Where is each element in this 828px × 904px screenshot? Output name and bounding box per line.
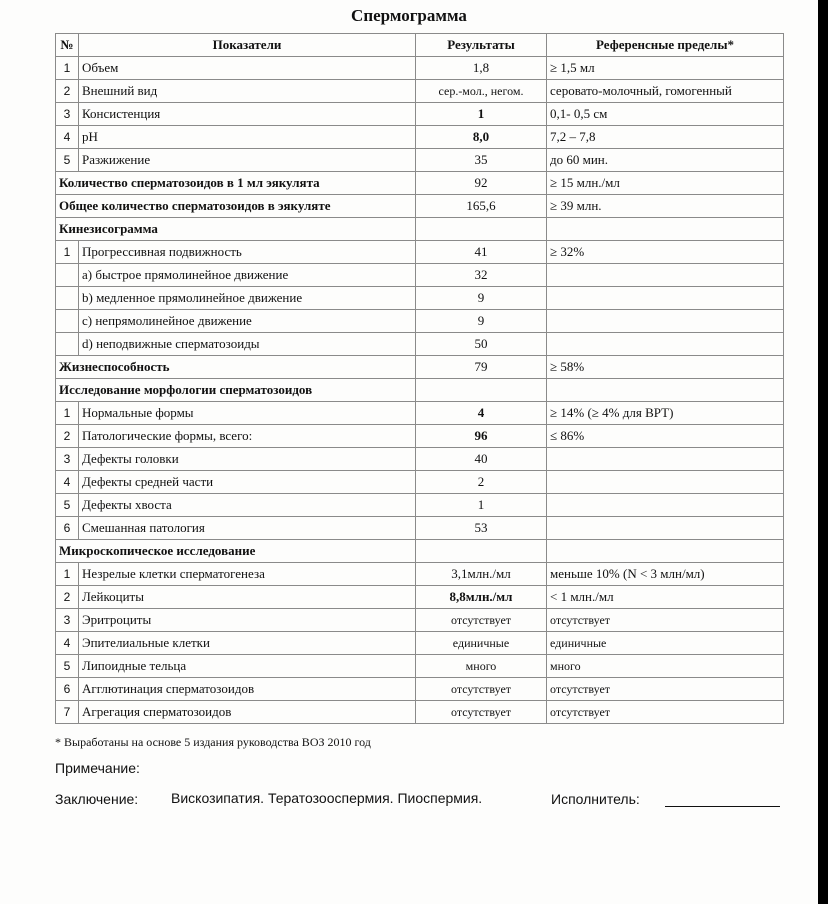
row-result: 92 bbox=[416, 172, 547, 195]
row-name: Разжижение bbox=[79, 149, 416, 172]
section-row bbox=[56, 379, 784, 402]
row-reference: 7,2 – 7,8 bbox=[547, 126, 784, 149]
row-reference: < 1 млн./мл bbox=[547, 586, 784, 609]
section-row bbox=[56, 218, 784, 241]
row-reference: ≥ 58% bbox=[547, 356, 784, 379]
row-result: 2 bbox=[416, 471, 547, 494]
table-row bbox=[56, 632, 784, 655]
section-title-kinesis: Кинезисограмма bbox=[56, 218, 416, 241]
row-name: d) неподвижные сперматозоиды bbox=[79, 333, 416, 356]
row-reference: ≤ 86% bbox=[547, 425, 784, 448]
row-no bbox=[56, 310, 79, 333]
row-name: b) медленное прямолинейное движение bbox=[79, 287, 416, 310]
row-result: 1 bbox=[416, 494, 547, 517]
document-title: Спермограмма bbox=[351, 6, 467, 25]
row-result: единичные bbox=[416, 632, 547, 655]
row-no: 7 bbox=[56, 701, 79, 724]
row-name: Смешанная патология bbox=[79, 517, 416, 540]
header-reference: Референсные пределы* bbox=[547, 34, 784, 57]
table-row bbox=[56, 471, 784, 494]
footnote: * Выработаны на основе 5 издания руководства ВОЗ 2010 год bbox=[55, 735, 371, 749]
conclusion-label: Заключение: bbox=[55, 791, 139, 807]
table-row bbox=[56, 448, 784, 471]
row-name: Прогрессивная подвижность bbox=[79, 241, 416, 264]
row-result: 40 bbox=[416, 448, 547, 471]
row-name: Нормальные формы bbox=[79, 402, 416, 425]
row-no: 2 bbox=[56, 80, 79, 103]
table-row bbox=[56, 655, 784, 678]
row-name: Лейкоциты bbox=[79, 586, 416, 609]
row-result bbox=[416, 218, 547, 241]
row-reference: много bbox=[547, 655, 784, 678]
table-header-row bbox=[56, 34, 784, 57]
row-reference: до 60 мин. bbox=[547, 149, 784, 172]
executor-label: Исполнитель: bbox=[551, 791, 640, 807]
header-result: Результаты bbox=[416, 34, 547, 57]
row-result: 9 bbox=[416, 310, 547, 333]
row-result: отсутствует bbox=[416, 701, 547, 724]
table-row bbox=[56, 402, 784, 425]
row-result: 8,8млн./мл bbox=[416, 586, 547, 609]
row-reference bbox=[547, 517, 784, 540]
row-no: 1 bbox=[56, 402, 79, 425]
row-name: Агглютинация сперматозоидов bbox=[79, 678, 416, 701]
row-name: pH bbox=[79, 126, 416, 149]
signature-line bbox=[665, 806, 780, 807]
section-title-microscopy: Микроскопическое исследование bbox=[56, 540, 416, 563]
screen-edge bbox=[818, 0, 828, 904]
row-reference bbox=[547, 494, 784, 517]
row-reference bbox=[547, 310, 784, 333]
row-reference: меньше 10% (N < 3 млн/мл) bbox=[547, 563, 784, 586]
table-row bbox=[56, 287, 784, 310]
row-result: 4 bbox=[416, 402, 547, 425]
table-row bbox=[56, 126, 784, 149]
row-reference bbox=[547, 379, 784, 402]
table-row bbox=[56, 517, 784, 540]
row-reference: ≥ 32% bbox=[547, 241, 784, 264]
row-name: с) непрямолинейное движение bbox=[79, 310, 416, 333]
row-reference: отсутствует bbox=[547, 701, 784, 724]
row-result bbox=[416, 540, 547, 563]
row-name: Дефекты хвоста bbox=[79, 494, 416, 517]
row-no: 4 bbox=[56, 126, 79, 149]
row-reference: ≥ 15 млн./мл bbox=[547, 172, 784, 195]
header-no: № bbox=[56, 34, 79, 57]
row-no: 6 bbox=[56, 517, 79, 540]
row-result: 41 bbox=[416, 241, 547, 264]
row-no: 3 bbox=[56, 103, 79, 126]
row-no: 2 bbox=[56, 425, 79, 448]
row-no: 1 bbox=[56, 57, 79, 80]
row-reference bbox=[547, 287, 784, 310]
row-no: 4 bbox=[56, 471, 79, 494]
row-result: 1,8 bbox=[416, 57, 547, 80]
row-result: 50 bbox=[416, 333, 547, 356]
row-name: Консистенция bbox=[79, 103, 416, 126]
row-result: 3,1млн./мл bbox=[416, 563, 547, 586]
row-result: 1 bbox=[416, 103, 547, 126]
row-result: много bbox=[416, 655, 547, 678]
section-row bbox=[56, 540, 784, 563]
table-row bbox=[56, 80, 784, 103]
row-name: Незрелые клетки сперматогенеза bbox=[79, 563, 416, 586]
table-row bbox=[56, 241, 784, 264]
row-result: отсутствует bbox=[416, 678, 547, 701]
results-table bbox=[55, 33, 784, 724]
row-reference: серовато-молочный, гомогенный bbox=[547, 80, 784, 103]
row-no bbox=[56, 333, 79, 356]
table-row bbox=[56, 586, 784, 609]
note-label: Примечание: bbox=[55, 760, 140, 776]
table-row bbox=[56, 609, 784, 632]
row-reference: ≥ 14% (≥ 4% для ВРТ) bbox=[547, 402, 784, 425]
table-row bbox=[56, 356, 784, 379]
row-reference: отсутствует bbox=[547, 609, 784, 632]
row-name: Эритроциты bbox=[79, 609, 416, 632]
row-name: Внешний вид bbox=[79, 80, 416, 103]
row-reference bbox=[547, 333, 784, 356]
row-name: Объем bbox=[79, 57, 416, 80]
row-no bbox=[56, 287, 79, 310]
row-no: 5 bbox=[56, 149, 79, 172]
row-reference bbox=[547, 264, 784, 287]
table-row bbox=[56, 264, 784, 287]
row-no: 4 bbox=[56, 632, 79, 655]
row-name: Эпителиальные клетки bbox=[79, 632, 416, 655]
row-result: отсутствует bbox=[416, 609, 547, 632]
row-result: 9 bbox=[416, 287, 547, 310]
row-reference: ≥ 1,5 мл bbox=[547, 57, 784, 80]
row-result: 79 bbox=[416, 356, 547, 379]
header-name: Показатели bbox=[79, 34, 416, 57]
table-row bbox=[56, 57, 784, 80]
row-reference bbox=[547, 540, 784, 563]
table-row bbox=[56, 149, 784, 172]
row-result: 35 bbox=[416, 149, 547, 172]
row-no bbox=[56, 264, 79, 287]
table-row bbox=[56, 425, 784, 448]
row-no: 3 bbox=[56, 609, 79, 632]
row-reference bbox=[547, 218, 784, 241]
row-reference bbox=[547, 471, 784, 494]
row-result: 165,6 bbox=[416, 195, 547, 218]
row-name: Количество сперматозоидов в 1 мл эякулята bbox=[56, 172, 416, 195]
row-result bbox=[416, 379, 547, 402]
row-name: Патологические формы, всего: bbox=[79, 425, 416, 448]
row-reference: 0,1- 0,5 см bbox=[547, 103, 784, 126]
row-name: Липоидные тельца bbox=[79, 655, 416, 678]
row-name: Дефекты головки bbox=[79, 448, 416, 471]
conclusion-text: Вискозипатия. Тератозооспермия. Пиоспермия. bbox=[171, 790, 483, 806]
row-no: 1 bbox=[56, 241, 79, 264]
row-name: Агрегация сперматозоидов bbox=[79, 701, 416, 724]
row-result: 32 bbox=[416, 264, 547, 287]
table-row bbox=[56, 563, 784, 586]
table-row bbox=[56, 678, 784, 701]
table-row bbox=[56, 172, 784, 195]
row-reference: отсутствует bbox=[547, 678, 784, 701]
row-name: Общее количество сперматозоидов в эякуляте bbox=[56, 195, 416, 218]
row-no: 2 bbox=[56, 586, 79, 609]
section-title-morphology: Исследование морфологии сперматозоидов bbox=[56, 379, 416, 402]
row-result: 8,0 bbox=[416, 126, 547, 149]
row-no: 3 bbox=[56, 448, 79, 471]
table-row bbox=[56, 494, 784, 517]
row-result: 53 bbox=[416, 517, 547, 540]
row-no: 6 bbox=[56, 678, 79, 701]
row-no: 1 bbox=[56, 563, 79, 586]
row-result: сер.-мол., негом. bbox=[416, 80, 547, 103]
row-reference bbox=[547, 448, 784, 471]
table-row bbox=[56, 333, 784, 356]
table-row bbox=[56, 103, 784, 126]
table-row bbox=[56, 701, 784, 724]
row-name: Дефекты средней части bbox=[79, 471, 416, 494]
row-name: а) быстрое прямолинейное движение bbox=[79, 264, 416, 287]
row-no: 5 bbox=[56, 494, 79, 517]
row-name: Жизнеспособность bbox=[56, 356, 416, 379]
table-row bbox=[56, 310, 784, 333]
row-result: 96 bbox=[416, 425, 547, 448]
row-reference: единичные bbox=[547, 632, 784, 655]
row-no: 5 bbox=[56, 655, 79, 678]
row-reference: ≥ 39 млн. bbox=[547, 195, 784, 218]
table-row bbox=[56, 195, 784, 218]
